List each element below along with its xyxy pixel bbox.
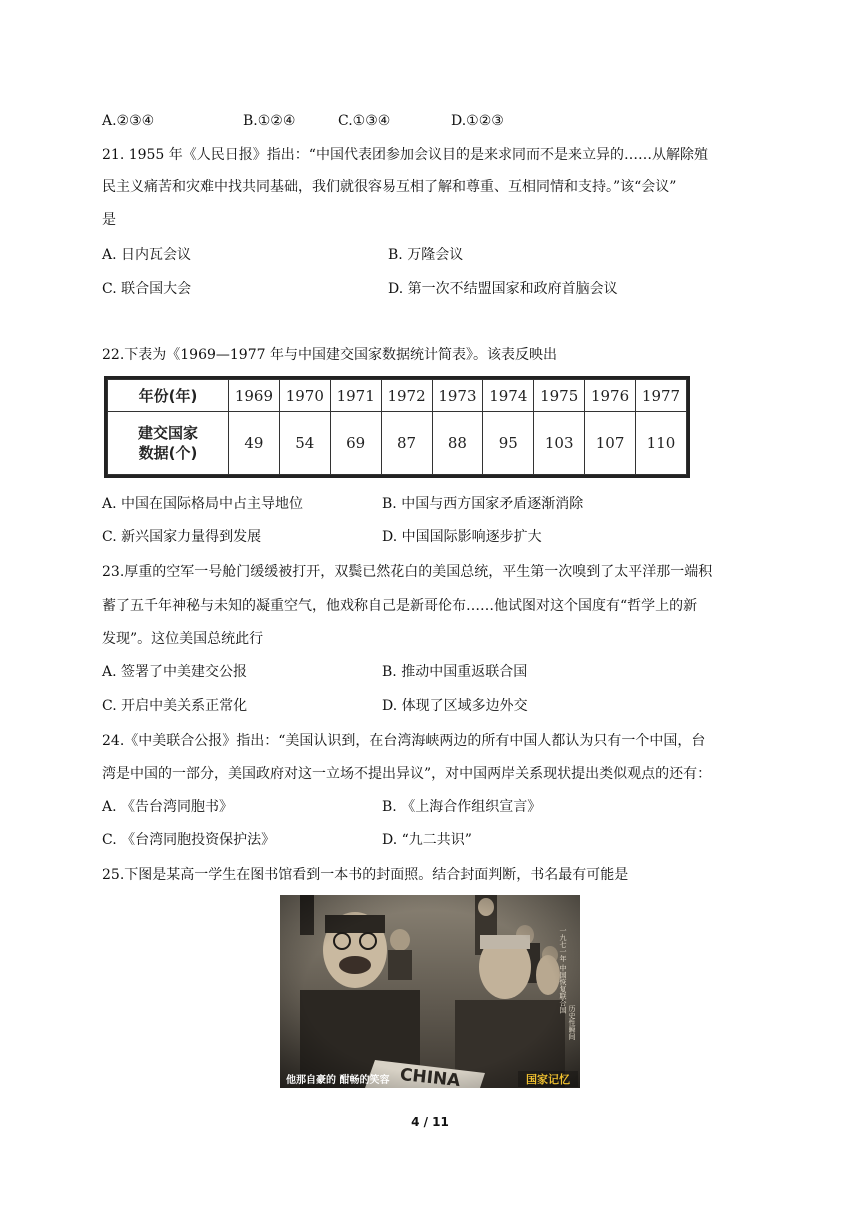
q25-stem: 25.下图是某高一学生在图书馆看到一本书的封面照。结合封面判断，书名最有可能是 [102, 867, 629, 883]
q22-option-c: C. 新兴国家力量得到发展 [102, 529, 262, 545]
page-number: 4 / 11 [411, 1115, 449, 1129]
q20-option-c: C.①③④ [338, 113, 391, 129]
q21-option-c: C. 联合国大会 [102, 281, 192, 297]
year-cell: 1974 [483, 380, 534, 412]
side-text-2: 历史性瞬间 [568, 1005, 576, 1040]
count-cell: 95 [483, 412, 534, 475]
photo-illustration [280, 895, 580, 1088]
row-header-count [108, 412, 229, 475]
q21-stem-line3: 是 [102, 212, 116, 228]
year-cell: 1976 [585, 380, 636, 412]
table-row-counts [108, 412, 687, 475]
count-cell: 69 [330, 412, 381, 475]
year-cell: 1972 [381, 380, 432, 412]
q22-option-d: D. 中国国际影响逐步扩大 [382, 529, 542, 545]
count-cell: 54 [279, 412, 330, 475]
year-cell: 1973 [432, 380, 483, 412]
side-text-1: 一九七一年 中国恢复联合国 [559, 927, 567, 1014]
q23-stem-line2: 蓄了五千年神秘与未知的凝重空气，他戏称自己是新哥伦布……他试图对这个国度有“哲学上的新 [102, 598, 698, 614]
diplomatic-relations-table [104, 376, 690, 478]
table-row-years [108, 380, 687, 412]
q21-option-a: A. 日内瓦会议 [102, 247, 192, 263]
q21-stem-line1: 21. 1955 年《人民日报》指出：“中国代表团参加会议目的是来求同而不是来立异的……从解除殖 [102, 147, 708, 163]
q21-stem-line2: 民主义痛苦和灾难中找共同基础，我们就很容易互相了解和尊重、互相同情和支持。”该“会议” [102, 179, 677, 195]
q24-stem-line1: 24.《中美联合公报》指出：“美国认识到，在台湾海峡两边的所有中国人都认为只有一个中国，台 [102, 733, 706, 749]
q24-option-d: D. “九二共识” [382, 832, 472, 848]
count-cell: 87 [381, 412, 432, 475]
count-cell: 49 [229, 412, 280, 475]
count-cell: 107 [585, 412, 636, 475]
q22-stem: 22.下表为《1969—1977 年与中国建交国家数据统计简表》。该表反映出 [102, 347, 557, 363]
count-cell: 103 [534, 412, 585, 475]
q20-option-a: A.②③④ [102, 113, 155, 129]
count-cell: 88 [432, 412, 483, 475]
count-cell: 110 [636, 412, 687, 475]
year-cell: 1970 [279, 380, 330, 412]
q23-option-c: C. 开启中美关系正常化 [102, 698, 248, 714]
q24-option-b: B. 《上海合作组织宣言》 [382, 799, 542, 815]
q24-option-a: A. 《告台湾同胞书》 [102, 799, 234, 815]
q23-option-b: B. 推动中国重返联合国 [382, 664, 528, 680]
q21-option-b: B. 万隆会议 [388, 247, 464, 263]
q24-option-c: C. 《台湾同胞投资保护法》 [102, 832, 276, 848]
q20-option-b: B.①②④ [243, 113, 296, 129]
q24-stem-line2: 湾是中国的一部分，美国政府对这一立场不提出异议”，对中国两岸关系现状提出类似观点的还有： [102, 766, 712, 782]
q23-stem-line3: 发现”。这位美国总统此行 [102, 631, 264, 647]
q22-option-b: B. 中国与西方国家矛盾逐渐消除 [382, 496, 584, 512]
year-cell: 1975 [534, 380, 585, 412]
row-header-count-line1: 建交国家 [137, 424, 198, 443]
row-header-count-line2: 数据(个) [138, 444, 198, 463]
q23-option-d: D. 体现了区域多边外交 [382, 698, 528, 714]
q21-option-d: D. 第一次不结盟国家和政府首脑会议 [388, 281, 618, 297]
q23-option-a: A. 签署了中美建交公报 [102, 664, 248, 680]
row-header-year: 年份(年) [108, 380, 229, 412]
program-logo: 国家记忆 [526, 1073, 570, 1086]
q20-option-d: D.①②③ [451, 113, 504, 129]
year-cell: 1977 [636, 380, 687, 412]
year-cell: 1969 [229, 380, 280, 412]
year-cell: 1971 [330, 380, 381, 412]
q23-stem-line1: 23.厚重的空军一号舱门缓缓被打开，双鬓已然花白的美国总统，平生第一次嗅到了太平洋那一端积 [102, 564, 713, 580]
q22-option-a: A. 中国在国际格局中占主导地位 [102, 496, 304, 512]
photo-caption: 他那自豪的 酣畅的笑容 [286, 1075, 390, 1086]
book-cover-photo [280, 895, 580, 1088]
